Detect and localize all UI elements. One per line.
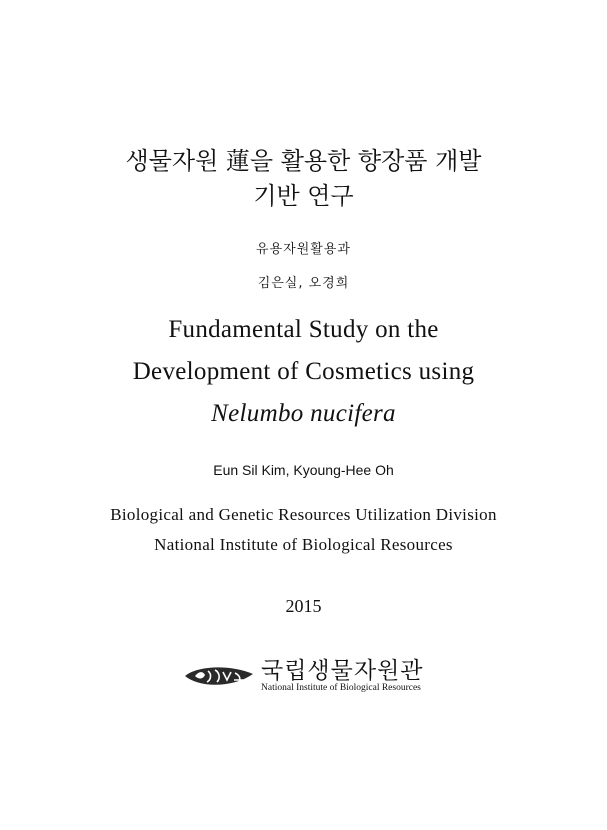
institute-name-korean: 국립생물자원관 <box>261 658 424 684</box>
english-title-line-1: Fundamental Study on the <box>168 316 439 343</box>
english-authors: Eun Sil Kim, Kyoung-Hee Oh <box>213 462 394 478</box>
institute-name-english: National Institute of Biological Resources <box>261 683 421 693</box>
english-title-species: Nelumbo nucifera <box>211 400 396 427</box>
english-division-line-1: Biological and Genetic Resources Utilization Division <box>110 505 497 524</box>
leaf-emblem-icon <box>183 662 255 690</box>
korean-title-line-2: 기반 연구 <box>253 182 354 210</box>
institute-logo <box>183 652 443 698</box>
publication-year: 2015 <box>285 596 322 616</box>
english-title-line-2: Development of Cosmetics using <box>132 358 475 385</box>
english-division-line-2: National Institute of Biological Resources <box>154 535 453 554</box>
korean-division: 유용자원활용과 <box>256 242 351 257</box>
korean-authors: 김은실, 오경희 <box>257 276 350 291</box>
korean-title-line-1: 생물자원 蓮을 활용한 향장품 개발 <box>125 147 482 175</box>
